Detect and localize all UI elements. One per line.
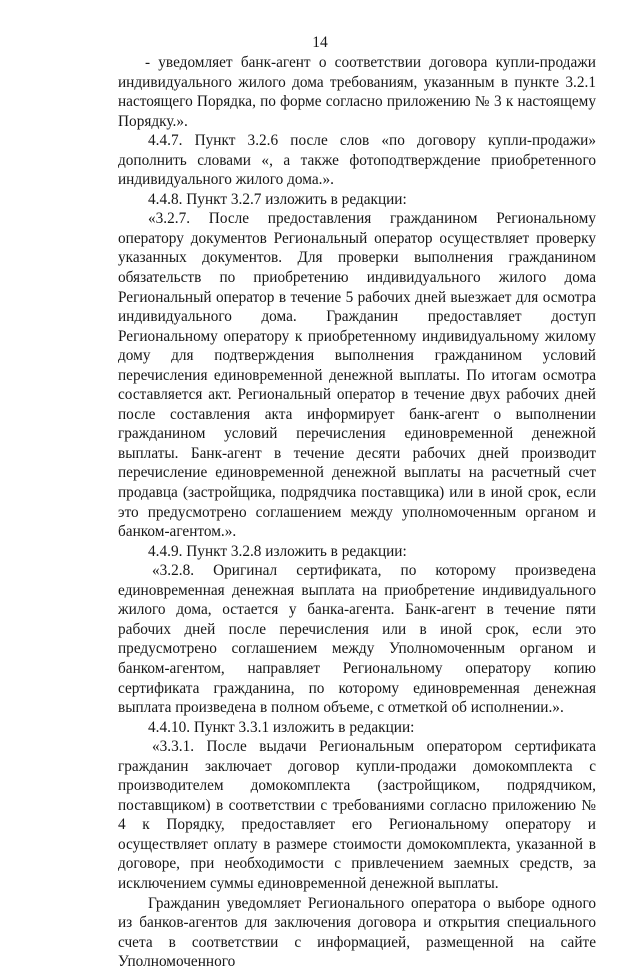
- paragraph-notify-bank-agent: - уведомляет банк-агент о соответствии договора купли-продажи индивидуального жилого дома требованиям, указанным в пункте 3.2.1 настоящего Порядка, по форме согласно приложению № 3 к настоящему Порядку.».: [118, 54, 596, 130]
- paragraph-4-4-9: 4.4.9. Пункт 3.2.8 изложить в редакции:: [148, 542, 407, 560]
- paragraph-4-4-8: 4.4.8. Пункт 3.2.7 изложить в редакции:: [148, 190, 407, 208]
- page-number: 14: [312, 34, 328, 51]
- paragraph-3-3-1: «3.3.1. После выдачи Региональным оператором сертификата гражданин заключает договор купли-продажи домокомплекта с производителем домокомплекта (застройщиком, подрядчиком, поставщиком) в соответствии с требованиями согласно приложению № 4 к Порядку, предоставляет его Региональному оператору и осуществляет оплату в размере стоимости домокомплекта, указанной в договоре, при необходимости с привлечением заемных средств, за исключением суммы единовременной денежной выплаты.: [118, 738, 596, 892]
- paragraph-3-2-7: «3.2.7. После предоставления гражданином Региональному оператору документов Региональный оператор осуществляет проверку указанных документов. Для проверки выполнения гражданином обязательств по приобретению индивидуального жилого дома Региональный оператор в течение 5 рабочих дней выезжает для осмотра индивидуального дома. Гражданин предоставляет доступ Региональному оператору к приобретенному индивидуальному жилому дому для подтверждения выполнения гражданином условий перечисления единовременной денежной выплаты. По итогам осмотра составляется акт. Региональный оператор в течение двух рабочих дней после составления акта информирует банк-агент о выполнении гражданином условий перечисления единовременной денежной выплаты. Банк-агент в течение десяти рабочих дней производит перечисление единовременной денежной выплаты на расчетный счет продавца (застройщика, подрядчика поставщика) или в иной срок, если это предусмотрено соглашением между уполномоченным органом и банком-агентом.».: [118, 210, 596, 541]
- paragraph-4-4-7: 4.4.7. Пункт 3.2.6 после слов «по договору купли-продажи» дополнить словами «, а также фотоподтверждение приобретенного индивидуального жилого дома.».: [118, 132, 596, 189]
- paragraph-3-2-8: «3.2.8. Оригинал сертификата, по которому произведена единовременная денежная выплата на приобретение индивидуального жилого дома, остается у банка-агента. Банк-агент в течение пяти рабочих дней после перечисления или в иной срок, если это предусмотрено соглашением между Уполномоченным органом и банком-агентом, направляет Региональному оператору копию сертификата гражданина, по которому единовременная денежная выплата произведена в полном объеме, с отметкой об исполнении.».: [118, 562, 596, 717]
- paragraph-4-4-10: 4.4.10. Пункт 3.3.1 изложить в редакции:: [148, 718, 415, 736]
- document-body: [118, 53, 596, 972]
- paragraph-citizen-notifies: Гражданин уведомляет Регионального оператора о выборе одного из банков-агентов для заключения договора и открытия специального счета в соответствии с информацией, размещенной на сайте Уполномоченного: [118, 894, 596, 971]
